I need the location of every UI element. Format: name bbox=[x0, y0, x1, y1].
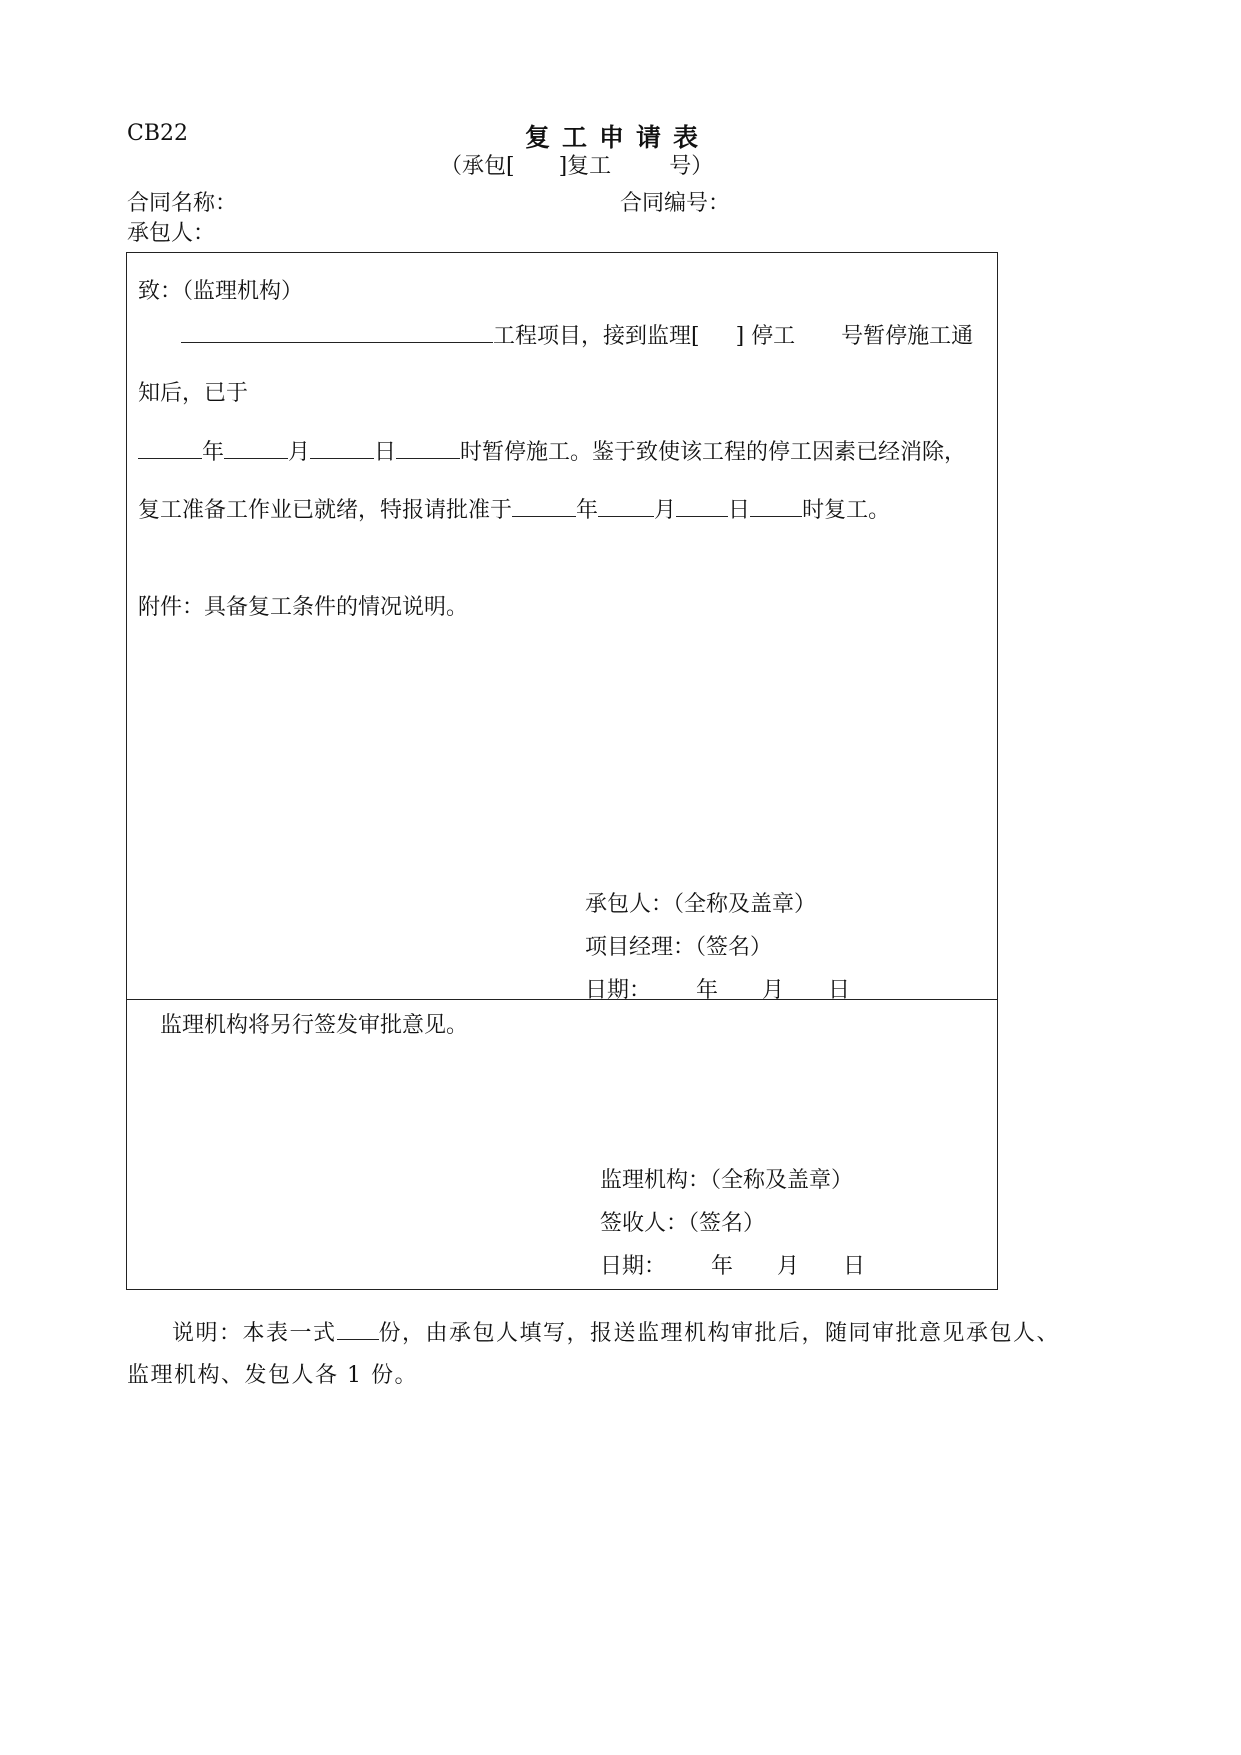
stop-month-label: 月 bbox=[288, 440, 311, 465]
section-divider bbox=[126, 999, 998, 1000]
stop-year-label: 年 bbox=[202, 440, 225, 465]
approval-date-line bbox=[600, 1249, 865, 1280]
approval-note: 监理机构将另行签发审批意见。 bbox=[160, 1013, 469, 1038]
approval-date-month: 月 bbox=[777, 1254, 800, 1279]
approval-date-day: 日 bbox=[843, 1254, 866, 1279]
application-date-line bbox=[585, 973, 850, 1004]
resume-day-label: 日 bbox=[728, 498, 751, 523]
line1-text-a: 工程项目，接到监理[ bbox=[493, 324, 700, 349]
project-manager-signature-label: 项目经理：（签名） bbox=[585, 935, 773, 960]
subtitle-mid: ]复工 bbox=[558, 154, 612, 179]
footer-note-line-1 bbox=[172, 1316, 1060, 1347]
receiver-signature-label: 签收人：（签名） bbox=[600, 1211, 766, 1236]
contract-name-label: 合同名称： bbox=[127, 191, 238, 216]
footer-note-b: 份，由承包人填写，报送监理机构审批后，随同审批意见承包人、 bbox=[378, 1321, 1061, 1346]
application-date-day: 日 bbox=[828, 978, 851, 1003]
stop-hour-blank[interactable] bbox=[396, 438, 460, 459]
approval-date-year: 年 bbox=[711, 1254, 734, 1279]
resume-month-label: 月 bbox=[654, 498, 677, 523]
subtitle-prefix: （承包[ bbox=[440, 154, 515, 179]
attachment-note: 附件：具备复工条件的情况说明。 bbox=[138, 595, 469, 620]
footer-note-a: 说明：本表一式 bbox=[172, 1321, 337, 1346]
contractor-label: 承包人： bbox=[127, 221, 216, 246]
contract-no-label: 合同编号： bbox=[620, 191, 731, 216]
stop-year-blank[interactable] bbox=[138, 438, 202, 459]
resume-month-blank[interactable] bbox=[598, 496, 654, 517]
line3-tail: 时暂停施工。鉴于致使该工程的停工因素已经消除， bbox=[460, 440, 967, 465]
resume-day-blank[interactable] bbox=[676, 496, 728, 517]
form-title: 复工申请表 bbox=[525, 123, 711, 152]
stop-day-blank[interactable] bbox=[310, 438, 374, 459]
line4-head: 复工准备工作业已就绪，特报请批准于 bbox=[138, 498, 513, 523]
application-date-month: 月 bbox=[762, 978, 785, 1003]
application-date-label: 日期： bbox=[585, 978, 652, 1003]
project-name-blank[interactable] bbox=[181, 322, 493, 343]
line1-text-b: ] 停工 bbox=[735, 324, 796, 349]
resume-hour-blank[interactable] bbox=[750, 496, 802, 517]
supervisor-org-signature-label: 监理机构：（全称及盖章） bbox=[600, 1168, 854, 1193]
line1-text-c: 号暂停施工通 bbox=[841, 324, 974, 349]
application-line-3 bbox=[138, 435, 966, 466]
stop-month-blank[interactable] bbox=[224, 438, 288, 459]
application-line-2: 知后，已于 bbox=[138, 381, 249, 406]
stop-day-label: 日 bbox=[374, 440, 397, 465]
resume-year-blank[interactable] bbox=[512, 496, 576, 517]
resume-year-label: 年 bbox=[576, 498, 599, 523]
subtitle-suffix: 号） bbox=[669, 154, 714, 179]
application-date-year: 年 bbox=[696, 978, 719, 1003]
footer-note-line-2: 监理机构、发包人各 1 份。 bbox=[127, 1363, 418, 1388]
form-subtitle bbox=[440, 149, 713, 180]
contractor-signature-label: 承包人：（全称及盖章） bbox=[585, 892, 817, 917]
approval-date-label: 日期： bbox=[600, 1254, 667, 1279]
form-code: CB22 bbox=[127, 121, 188, 146]
application-line-1 bbox=[138, 319, 973, 350]
form-table bbox=[126, 252, 998, 1290]
to-supervisor-label: 致：（监理机构） bbox=[138, 279, 304, 304]
application-line-4 bbox=[138, 493, 890, 524]
copies-count-blank[interactable] bbox=[337, 1319, 379, 1340]
line4-tail: 时复工。 bbox=[802, 498, 891, 523]
